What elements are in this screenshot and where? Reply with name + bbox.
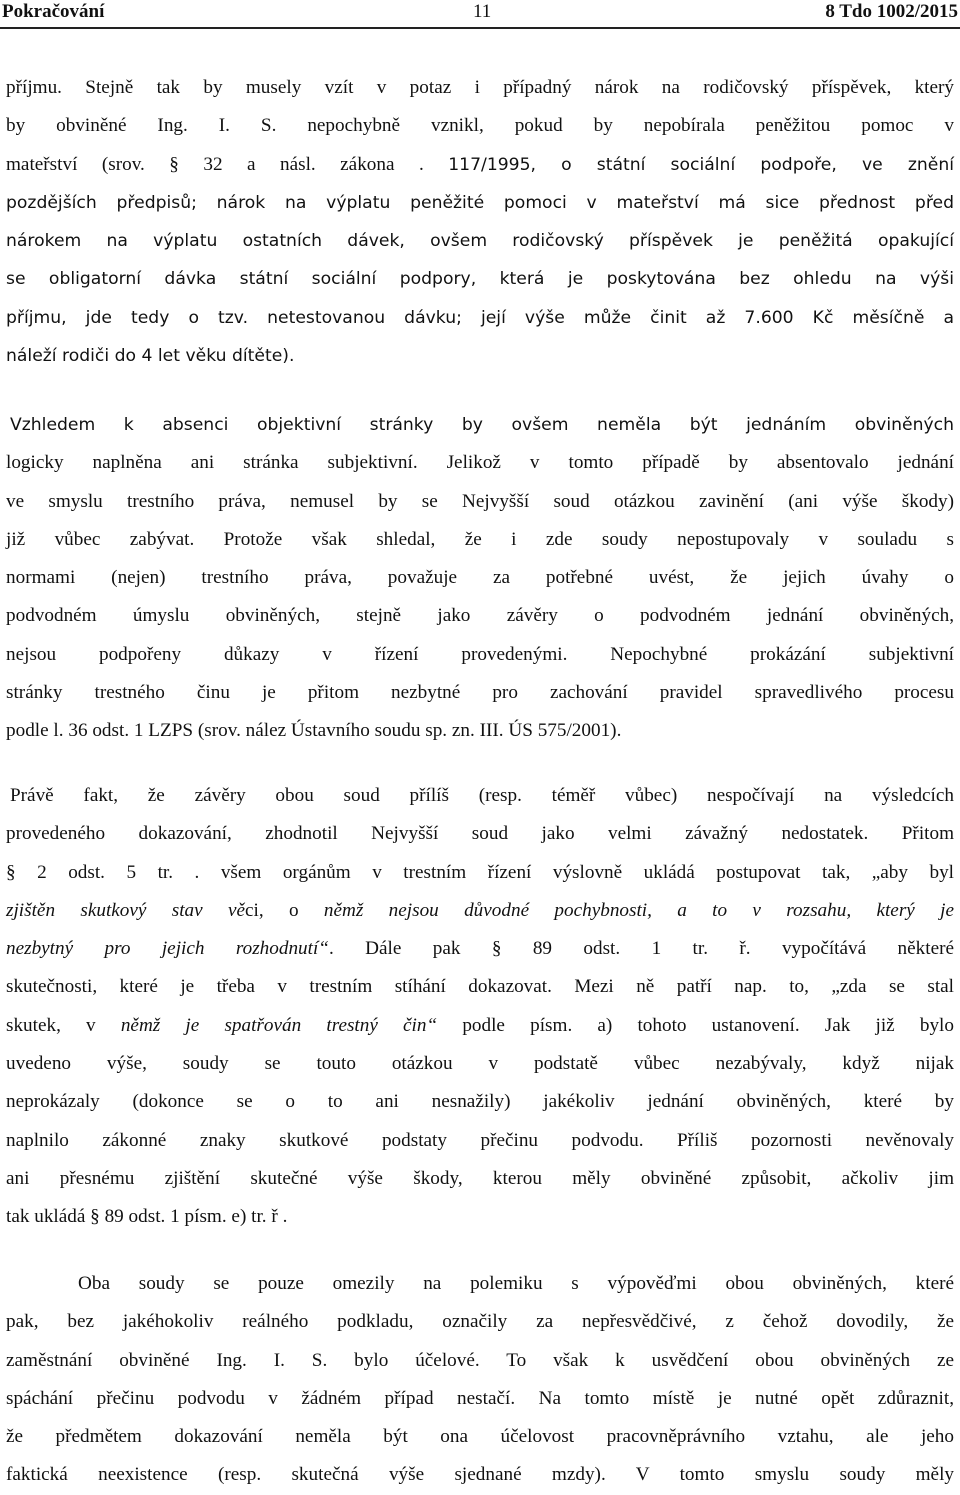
- header-rule: [0, 27, 960, 29]
- header-page-number: 11: [473, 1, 492, 22]
- text-line: pak, bez jakéhokoliv reálného podkladu, označily za nepřesvědčivé, z čehož dovodily, že: [6, 1311, 954, 1333]
- text-line: podvodném úmyslu obviněných, stejně jako závěry o podvodném jednání obviněných,: [6, 605, 954, 627]
- text-line: již vůbec zabývat. Protože však shledal, že i zde soudy nepostupovaly v souladu s: [6, 528, 954, 550]
- header-case-number: 8 Tdo 1002/2015: [825, 1, 958, 22]
- text-line: tak ukládá § 89 odst. 1 písm. e) tr. ř .: [6, 1206, 288, 1228]
- text-line: ani přesnému zjištění skutečné výše škody, kterou měly obviněné způsobit, ačkoliv jim: [6, 1167, 954, 1189]
- text-line: § 2 odst. 5 tr. . všem orgánům v trestním řízení výslovně ukládá postupovat tak, „aby byl: [6, 861, 954, 883]
- paragraph-4: [6, 1265, 954, 1495]
- text-line: náleží rodiči do 4 let věku dítěte).: [6, 346, 295, 367]
- text-line: že předmětem dokazování neměla být ona účelovost pracovněprávního vztahu, ale jeho: [6, 1426, 954, 1448]
- text-line: podle l. 36 odst. 1 LZPS (srov. nález Ústavního soudu sp. zn. III. ÚS 575/2001).: [6, 720, 622, 742]
- text-line: faktická neexistence (resp. skutečná výše sjednané mzdy). V tomto smyslu soudy měly: [6, 1464, 954, 1486]
- text-line: ve smyslu trestního práva, nemusel by se Nejvyšší soud otázkou zavinění (ani výše škody): [6, 490, 954, 512]
- text-line: nárokem na výplatu ostatních dávek, ovšem rodičovský příspěvek je peněžitá opakující: [6, 231, 954, 252]
- text-line: mateřství (srov. § 32 a násl. zákona . 117/1995, o státní sociální podpoře, ve znění: [6, 153, 955, 175]
- text-line: naplnilo zákonné znaky skutkové podstaty přečinu podvodu. Příliš pozornosti nevěnovaly: [6, 1129, 954, 1151]
- text-line: nejsou podpořeny důkazy v řízení provedenými. Nepochybné prokázání subjektivní: [6, 643, 954, 665]
- text-line: stránky trestného činu je přitom nezbytné pro zachování pravidel spravedlivého procesu: [6, 682, 954, 704]
- text-line: Oba soudy se pouze omezily na polemiku s výpověďmi obou obviněných, které: [78, 1273, 954, 1294]
- text-line: by obviněné Ing. I. S. nepochybně vznikl, pokud by nepobírala peněžitou pomoc v: [6, 115, 954, 137]
- text-line: spáchání přečinu podvodu v žádném případ nestačí. Na tomto místě je nutné opět zdůraznit,: [6, 1387, 954, 1409]
- header-continuation-label: Pokračování: [2, 1, 105, 22]
- text-line: uvedeno výše, soudy se touto otázkou v podstatě vůbec nezabývaly, když nijak: [6, 1053, 954, 1075]
- text-line: logicky naplněna ani stránka subjektivní. Jelikož v tomto případě by absentovalo jednání: [6, 452, 954, 474]
- paragraph-2: [6, 406, 954, 751]
- text-line: skutečnosti, které je třeba v trestním stíhání dokazovat. Mezi ně patří nap. to, „zda se stal: [6, 976, 954, 998]
- paragraph-3: [6, 777, 954, 1237]
- text-line: příjmu, jde tedy o tzv. netestovanou dávku; její výše může činit až 7.600 Kč měsíčně a: [6, 307, 954, 328]
- page-header: [0, 0, 960, 26]
- text-line: Právě fakt, že závěry obou soud přílíš (resp. téměř vůbec) nespočívají na výsledcích: [10, 785, 954, 806]
- text-line: normami (nejen) trestního práva, považuje za potřebné uvést, že jejich úvahy o: [6, 567, 954, 589]
- paragraph-1: [6, 69, 954, 375]
- text-line: pozdějších předpisů; nárok na výplatu peněžité pomoci v mateřství má sice přednost před: [6, 192, 954, 213]
- text-line: zjištěn skutkový stav věci, o němž nejsou důvodné pochybnosti, a to v rozsahu, který je: [6, 899, 954, 921]
- text-line: neprokázaly (dokonce se o to ani nesnažily) jakékoliv jednání obviněných, které by: [6, 1091, 954, 1113]
- text-line: se obligatorní dávka státní sociální podpory, která je poskytována bez ohledu na výši: [6, 269, 954, 290]
- text-line: skutek, v němž je spatřován trestný čin“ podle písm. a) tohoto ustanovení. Jak již bylo: [6, 1014, 954, 1036]
- text-line: nezbytný pro jejich rozhodnutí“. Dále pak § 89 odst. 1 tr. ř. vypočítává některé: [6, 938, 954, 960]
- text-line: příjmu. Stejně tak by musely vzít v potaz i případný nárok na rodičovský příspěvek, který: [6, 77, 954, 98]
- text-line: provedeného dokazování, zhodnotil Nejvyšší soud jako velmi závažný nedostatek. Přitom: [6, 823, 954, 845]
- text-line: zaměstnání obviněné Ing. I. S. bylo účelové. To však k usvědčení obou obviněných ze: [6, 1349, 954, 1371]
- text-line: Vzhledem k absenci objektivní stránky by ovšem neměla být jednáním obviněných: [10, 415, 954, 435]
